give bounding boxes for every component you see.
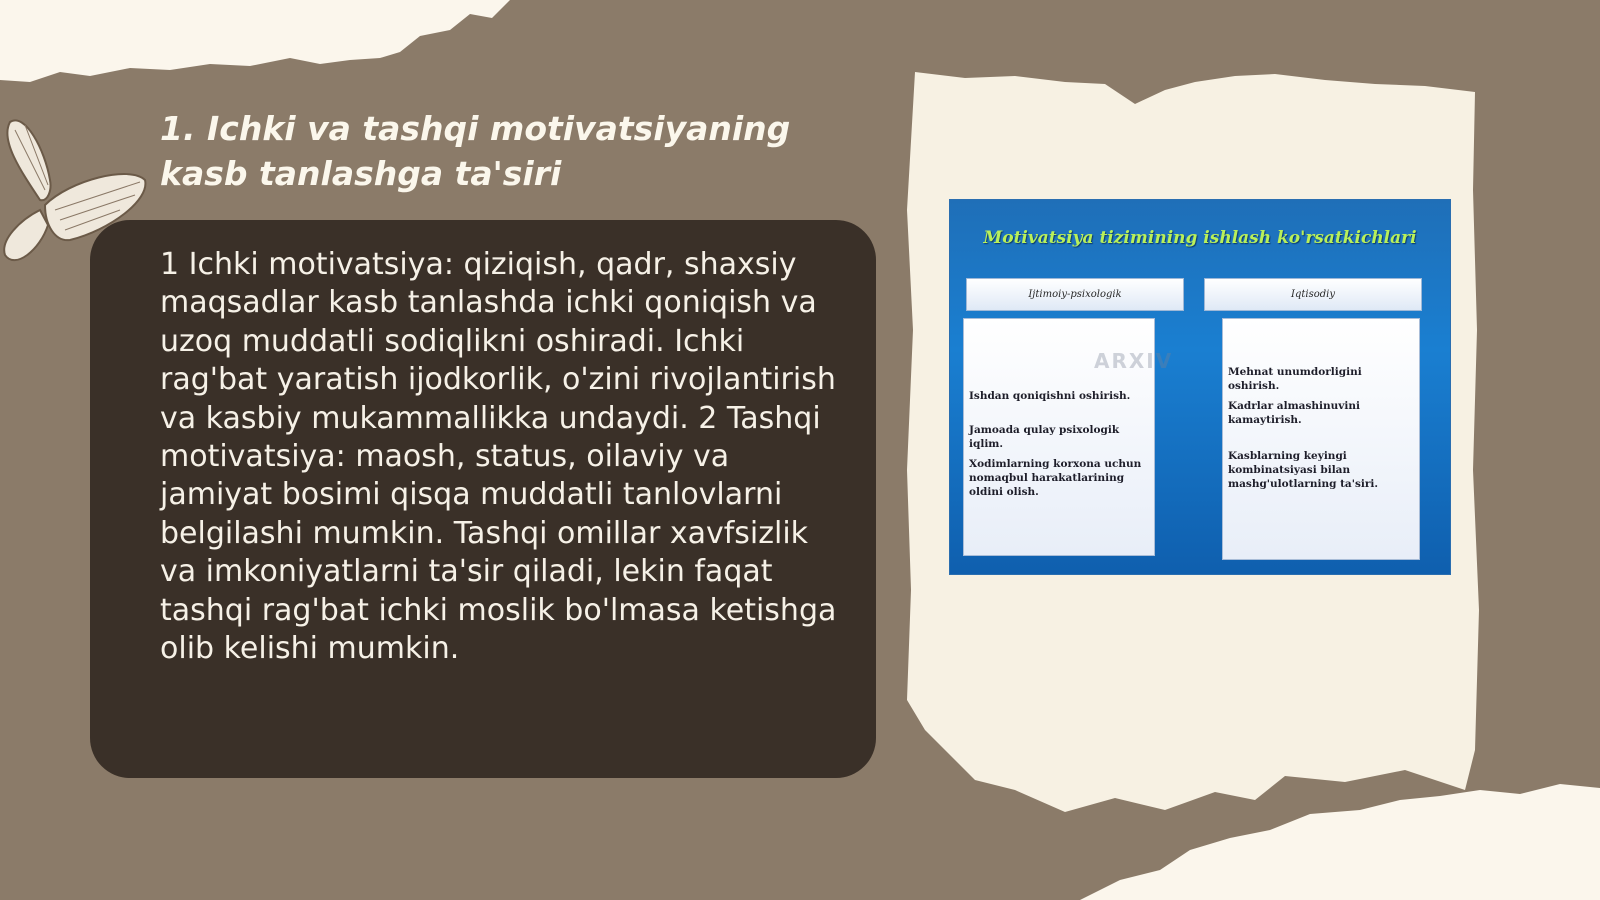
watermark-text: ARXIV <box>1094 349 1174 373</box>
slide-body-text: 1 Ichki motivatsiya: qiziqish, qadr, shaxsiy maqsadlar kasb tanlashda ichki qoniqish va uzoq muddatli sodiqlikni oshiradi. Ichki rag'bat yaratish ijodkorlik, o'zini rivojlantirish va kasbiy mukammallikka undaydi. 2 Tashqi motivatsiya: maosh, status, oilaviy va jamiyat bosimi qisqa muddatli tanlovlarni belgilashi mumkin. Tashqi omillar xavfsizlik va imkoniyatlarni ta'sir qiladi, lekin faqat tashqi rag'bat ichki moslik bo'lmasa ketishga olib kelishi mumkin. <box>160 247 837 667</box>
torn-paper-top-left <box>0 0 520 120</box>
list-item: Mehnat unumdorligini oshirish. <box>1228 366 1362 392</box>
list-item: Kadrlar almashinuvini kamaytirish. <box>1228 400 1361 426</box>
list-item: Ishdan qoniqishni oshirish. <box>969 390 1131 402</box>
column-heading-social: Ijtimoiy-psixologik <box>966 278 1184 311</box>
embedded-slide-image <box>950 200 1450 574</box>
column-box-economic <box>1222 318 1420 560</box>
list-item: Xodimlarning korxona uchun nomaqbul harakatlarining oldini olish. <box>969 458 1142 498</box>
column-box-social <box>963 318 1174 556</box>
slide-title: 1. Ichki va tashqi motivatsiyaning kasb tanlashga ta'siri <box>160 109 791 193</box>
list-item: Kasblarning keyingi kombinatsiyasi bilan mashg'ulotlarning ta'siri. <box>1228 450 1379 490</box>
column-heading-economic: Iqtisodiy <box>1204 278 1422 311</box>
list-item: Jamoada qulay psixologik iqlim. <box>969 424 1120 450</box>
embedded-slide-title: Motivatsiya tizimining ishlash ko'rsatkichlari <box>983 228 1417 248</box>
